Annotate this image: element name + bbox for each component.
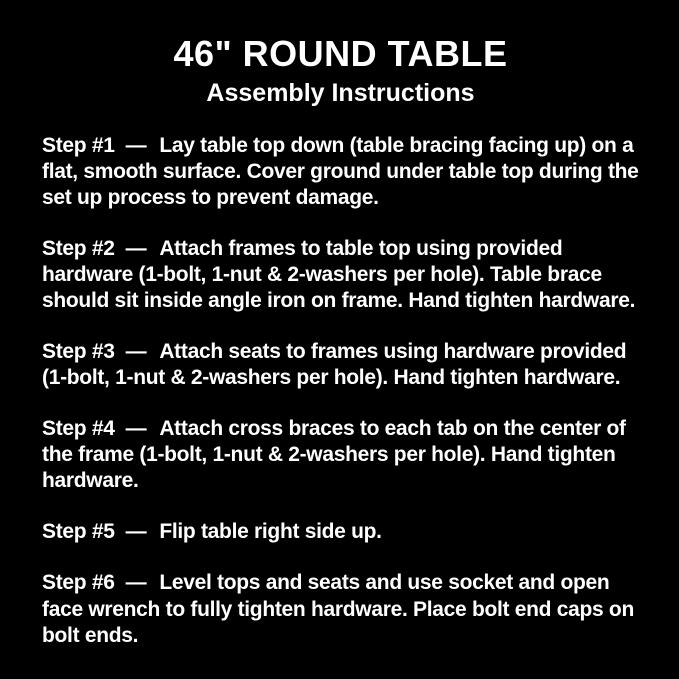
step-label: Step #3 xyxy=(42,340,115,364)
step-paragraph xyxy=(42,416,639,494)
step-separator: — xyxy=(125,571,147,595)
step-paragraph xyxy=(42,570,639,648)
step-label: Step #1 xyxy=(42,134,115,158)
step-text: Attach frames to table top using provided hardware (1-bolt, 1-nut & 2-washers per hole). Table brace should sit inside angle iron on frame. Hand tighten hardware. xyxy=(42,237,636,313)
step-separator: — xyxy=(125,520,147,544)
step-separator: — xyxy=(125,340,147,364)
step-label: Step #5 xyxy=(42,520,115,544)
step-paragraph xyxy=(42,519,639,545)
step-text: Level tops and seats and use socket and open face wrench to fully tighten hardware. Place bolt end caps on bolt ends. xyxy=(42,571,634,647)
step-separator: — xyxy=(125,134,147,158)
step-separator: — xyxy=(125,237,147,261)
step-label: Step #6 xyxy=(42,571,115,595)
step-text: Flip table right side up. xyxy=(159,520,382,544)
step-text: Lay table top down (table bracing facing up) on a flat, smooth surface. Cover ground under table top during the set up process to prevent damage. xyxy=(42,134,639,210)
step-label: Step #2 xyxy=(42,237,115,261)
step-text: Attach cross braces to each tab on the center of the frame (1-bolt, 1-nut & 2-washers per hole). Hand tighten hardware. xyxy=(42,417,626,493)
step-paragraph xyxy=(42,236,639,314)
page-title: 46" ROUND TABLE xyxy=(173,33,508,74)
step-separator: — xyxy=(125,417,147,441)
step-paragraph xyxy=(42,133,639,211)
page-subtitle: Assembly Instructions xyxy=(206,78,475,107)
header xyxy=(42,34,639,107)
step-label: Step #4 xyxy=(42,417,115,441)
step-text: Attach seats to frames using hardware provided (1-bolt, 1-nut & 2-washers per hole). Hand tighten hardware. xyxy=(42,340,627,390)
step-paragraph xyxy=(42,339,639,391)
steps-list xyxy=(42,133,639,648)
